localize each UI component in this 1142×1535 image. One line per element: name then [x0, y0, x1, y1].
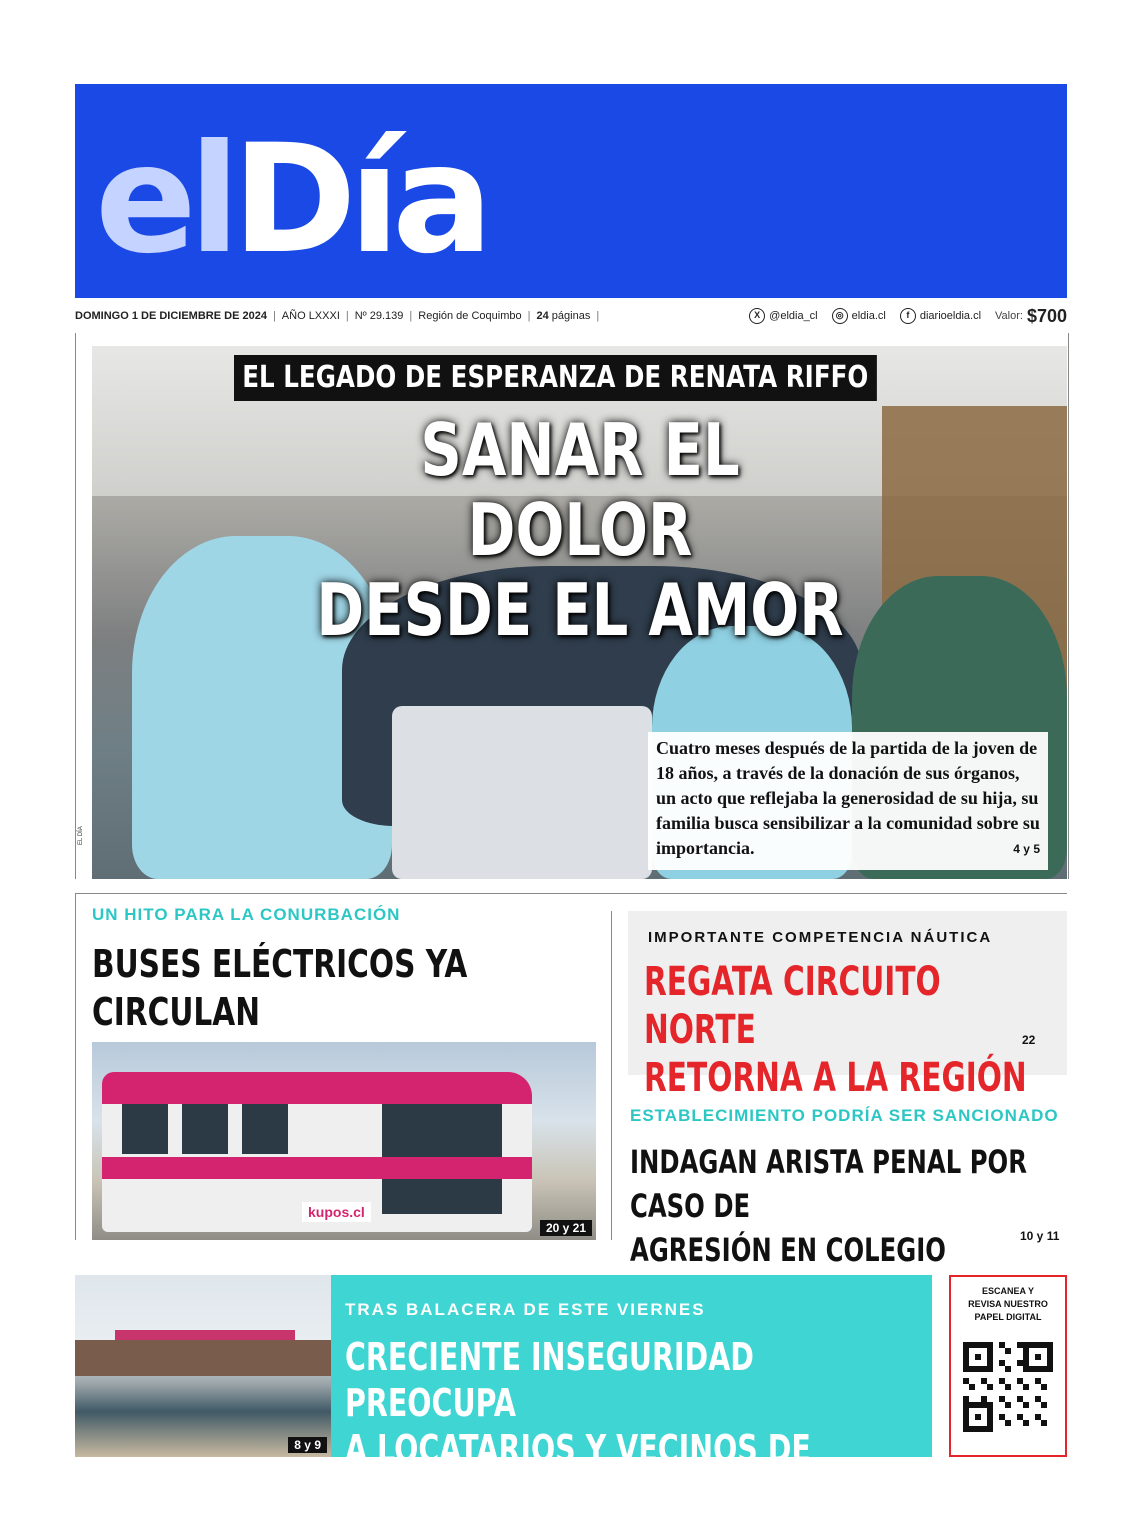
left-rule	[75, 893, 76, 1240]
photo-credit: EL DÍA	[78, 826, 84, 845]
hero-summary: Cuatro meses después de la partida de la joven de 18 años, a través de la donación de sus órganos, un acto que reflejaba la generosidad de su hija, su familia busca sensibilizar a la comunidad sobre su importancia.	[656, 738, 1040, 858]
regata-kicker: IMPORTANTE COMPETENCIA NÁUTICA	[648, 929, 993, 946]
regata-page-ref: 22	[1022, 1033, 1036, 1047]
tongoy-headline-line1: CRECIENTE INSEGURIDAD PREOCUPA	[345, 1335, 754, 1425]
price	[995, 303, 1067, 329]
logo-el: el	[95, 113, 233, 287]
tongoy-kicker: TRAS BALACERA DE ESTE VIERNES	[345, 1300, 706, 1319]
price-label: Valor:	[995, 310, 1023, 322]
buses-headline-line1: BUSES ELÉCTRICOS YA CIRCULAN	[92, 942, 468, 1034]
column-divider	[611, 911, 612, 1240]
bus-roof	[102, 1072, 532, 1104]
tongoy-headline-line2: A LOCATARIOS Y VECINOS DE TONGOY	[345, 1427, 811, 1517]
page-count-word: páginas	[551, 310, 591, 322]
qr-promo-text	[955, 1285, 1061, 1324]
colegio-kicker: ESTABLECIMIENTO PODRÍA SER SANCIONADO	[630, 1106, 1059, 1125]
hero-headline-line1: SANAR EL DOLOR	[420, 408, 740, 572]
qr-code-icon[interactable]	[963, 1342, 1053, 1432]
buses-kicker: UN HITO PARA LA CONURBACIÓN	[92, 905, 401, 924]
edition-number: Nº 29.139	[354, 310, 404, 322]
x-icon: X	[749, 308, 765, 324]
bus-photo[interactable]	[92, 1042, 596, 1240]
regata-headline-line2: RETORNA A LA REGIÓN	[644, 1055, 1027, 1101]
qr-text-line2: REVISA NUESTRO	[968, 1299, 1048, 1309]
colegio-headline-line2: AGRESIÓN EN COLEGIO	[630, 1231, 946, 1269]
newspaper-logo[interactable]	[95, 113, 486, 287]
social-x-link[interactable]	[749, 303, 817, 329]
page-count: 24	[536, 310, 549, 322]
qr-module	[1047, 1426, 1053, 1432]
pier	[75, 1340, 331, 1376]
regata-headline-line1: REGATA CIRCUITO NORTE	[644, 959, 941, 1053]
social-facebook-link[interactable]	[900, 303, 981, 329]
social-facebook-label: diarioeldia.cl	[919, 310, 982, 322]
bus-ad: kupos.cl	[302, 1202, 371, 1222]
edition-year: AÑO LXXXI	[281, 310, 340, 322]
hero-summary-box	[648, 732, 1048, 870]
photo-bed	[392, 706, 652, 879]
social-links	[749, 303, 1067, 329]
regata-headline[interactable]	[644, 958, 1044, 1102]
social-instagram-link[interactable]	[832, 303, 886, 329]
bus-window	[122, 1104, 168, 1154]
hero-kicker[interactable]: EL LEGADO DE ESPERANZA DE RENATA RIFFO	[234, 355, 877, 401]
hero-page-ref: 4 y 5	[1013, 842, 1040, 856]
qr-text-line1: ESCANEA Y	[981, 1286, 1034, 1296]
facebook-icon: f	[900, 308, 916, 324]
edition-date: DOMINGO 1 DE DICIEMBRE DE 2024	[75, 310, 267, 322]
tongoy-page-ref: 8 y 9	[288, 1437, 327, 1453]
price-value: $700	[1026, 306, 1067, 326]
hero-headline-line2: DESDE EL AMOR	[316, 568, 844, 652]
logo-dia: Día	[232, 113, 486, 287]
tongoy-photo[interactable]	[75, 1275, 331, 1457]
qr-text-line3: PAPEL DIGITAL	[974, 1312, 1042, 1322]
edition-region: Región de Coquimbo	[418, 310, 522, 322]
colegio-headline-line1: INDAGAN ARISTA PENAL POR CASO DE	[630, 1143, 1027, 1225]
colegio-page-ref: 10 y 11	[1020, 1229, 1060, 1243]
bus-window	[182, 1104, 228, 1154]
social-x-label: @eldia_cl	[769, 310, 818, 322]
section-divider	[75, 893, 1067, 894]
instagram-icon: ◎	[832, 308, 848, 324]
edition-info-bar: DOMINGO 1 DE DICIEMBRE DE 2024 | AÑO LXXXI | Nº 29.139 | Región de Coquimbo | 24 páginas | X @eldia_cl ◎ eldia.cl f diarioeldia.cl Valor: $700	[75, 303, 1067, 329]
hero-headline[interactable]	[300, 410, 860, 650]
bus-stripe	[102, 1157, 532, 1179]
bus-window	[242, 1104, 288, 1154]
buses-page-ref: 20 y 21	[540, 1220, 592, 1236]
social-instagram-label: eldia.cl	[851, 310, 886, 322]
tongoy-headline[interactable]	[345, 1334, 900, 1518]
